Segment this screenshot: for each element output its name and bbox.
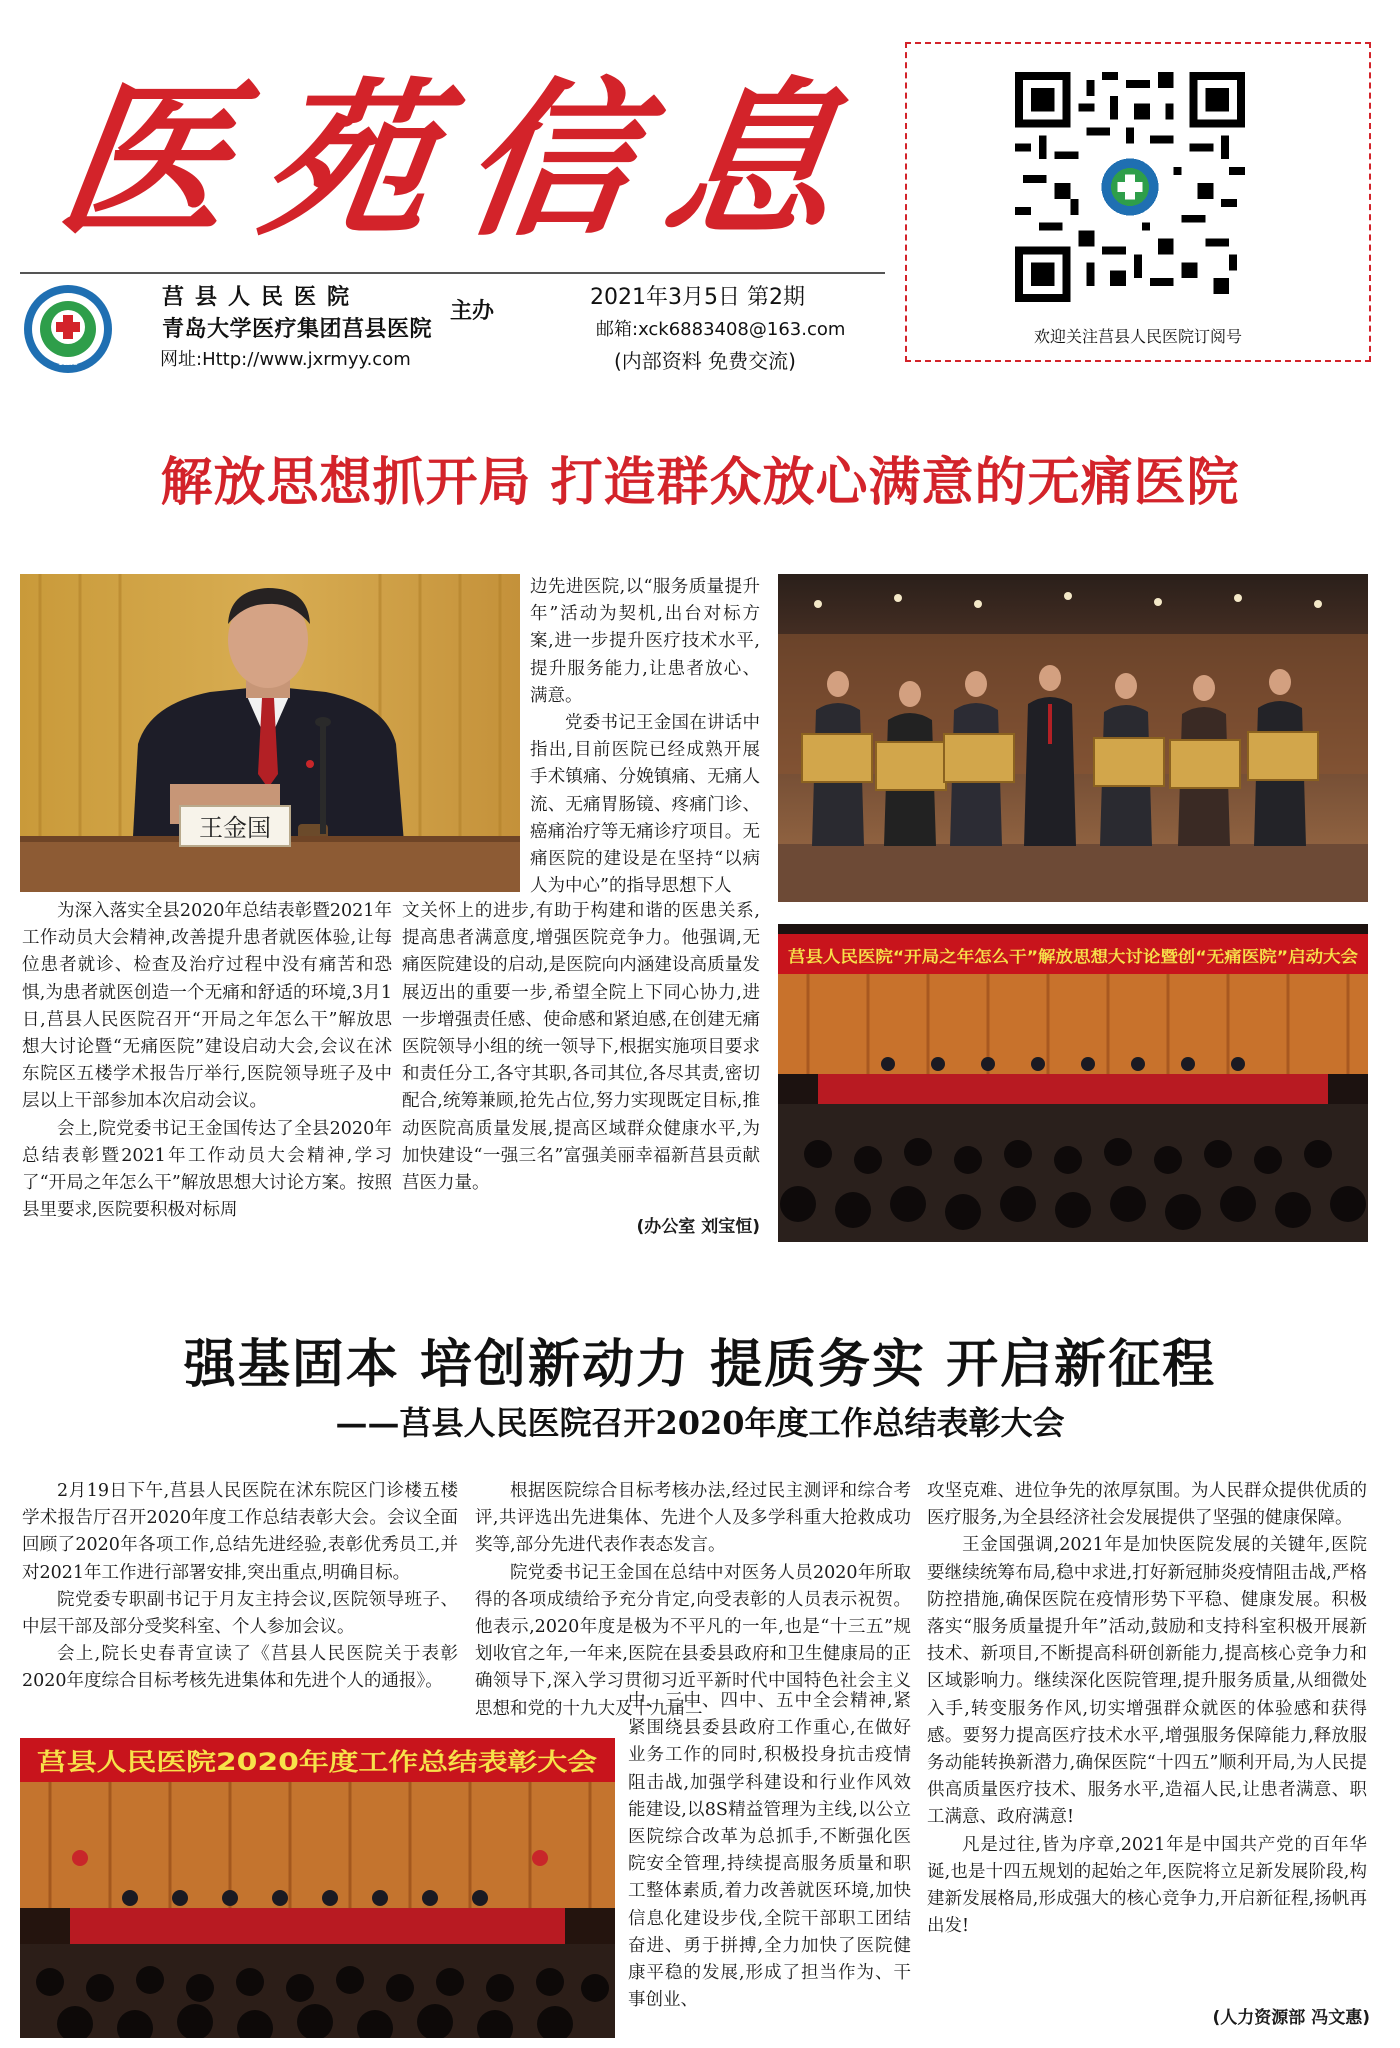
article2-column-2-top: [475, 1478, 911, 1723]
article1-column-right: [530, 574, 760, 900]
qr-panel: [905, 42, 1371, 362]
paragraph: 王金国强调,2021年是加快医院发展的关键年,医院要继续统筹布局,稳中求进,打好新冠肺炎疫情阻击战,严格防控措施,确保医院在疫情形势下平稳、健康发展。积极落实“服务质量提升年”活动,鼓励和支持科室积极开展新技术、新项目,不断提高科研创新能力,提高核心竞争力和区域影响力。继续深化医院管理,提升服务质量,从细微处入手,转变服务作风,切实增强群众就医的体验感和获得感。要努力提高医疗技术水平,增强服务保障能力,释放服务动能转换新潜力,确保医院“十四五”顺利开局,为人民提供高质量医疗技术、服务水平,造福人民,让患者满意、职工满意、政府满意!: [927, 1535, 1367, 1828]
article2-column-1: [22, 1478, 458, 1696]
photo-launch-meeting: [778, 924, 1368, 1242]
article2-column-3: [927, 1478, 1367, 1940]
paragraph: 中、三中、四中、五中全会精神,紧紧围绕县委县政府工作重心,在做好业务工作的同时,积极投身抗击疫情阻击战,加强学科建设和行业作风效能建设,以8S精益管理为主线,以公立医院综合改革为总抓手,不断强化医院安全管理,持续提高服务质量和职工整体素质,着力改善就医环境,加快信息化建设步伐,全院干部职工团结奋进、勇于拼搏,全力加快了医院健康平稳的发展,形成了担当作为、干事创业、: [628, 1691, 911, 2011]
paragraph: 会上,院长史春青宣读了《莒县人民医院关于表彰2020年度综合目标考核先进集体和先进个人的通报》。: [22, 1644, 458, 1692]
article1-headline: 解放思想抓开局 打造群众放心满意的无痛医院: [160, 453, 1240, 513]
paragraph: 院党委专职副书记于月友主持会议,医院领导班子、中层干部及部分受奖科室、个人参加会议。: [22, 1589, 458, 1638]
paragraph: 攻坚克难、进位争先的浓厚氛围。为人民群众提供优质的医疗服务,为全县经济社会发展提供了坚强的健康保障。: [927, 1481, 1367, 1529]
paragraph: 2月19日下午,莒县人民医院在沭东院区门诊楼五楼学术报告厅召开2020年度工作总结表彰大会。会议全面回顾了2020年各项工作,总结先进经验,表彰优秀员工,并对2021年工作进行部署安排,突出重点,明确目标。: [22, 1481, 458, 1583]
website-link[interactable]: 网址:Http://www.jxrmyy.com: [160, 349, 411, 370]
issue-date: 2021年3月5日 第2期: [590, 285, 805, 310]
hospital-logo-icon: [22, 283, 114, 375]
article2-subheadline: ——莒县人民医院召开2020年度工作总结表彰大会: [335, 1404, 1065, 1442]
organizer-name-1: 莒县人民医院: [162, 285, 361, 310]
photo-award-ceremony: [778, 574, 1368, 902]
paragraph: 党委书记王金国在讲话中指出,目前医院已经成熟开展手术镇痛、分娩镇痛、无痛人流、无痛胃肠镜、疼痛门诊、癌痛治疗等无痛诊疗项目。无痛医院的建设是在坚持“以病人为中心”的指导思想下人: [530, 713, 760, 897]
logo-year: 1943: [57, 358, 79, 367]
meeting-banner: 莒县人民医院2020年度工作总结表彰大会: [37, 1748, 597, 1776]
newspaper-title: 医苑信息: [48, 61, 884, 259]
nameplate: 王金国: [199, 814, 271, 842]
paragraph: 边先进医院,以“服务质量提升年”活动为契机,出台对标方案,进一步提升医疗技术水平,提升服务能力,让患者放心、满意。: [530, 577, 760, 706]
paragraph: 为深入落实全县2020年总结表彰暨2021年工作动员大会精神,改善提升患者就医体验,让每位患者就诊、检查及治疗过程中没有痛苦和恐惧,为患者就医创造一个无痛和舒适的环境,3月1日,莒县人民医院召开“开局之年怎么干”解放思想大讨论暨“无痛医院”建设启动大会,会议在沭东院区五楼学术报告厅举行,医院领导班子及中层以上干部参加本次启动会议。: [22, 901, 392, 1112]
article2-headline: 强基固本 培创新动力 提质务实 开启新征程: [183, 1334, 1217, 1395]
qr-code-icon[interactable]: [1015, 72, 1245, 302]
article2-credit: (人力资源部 冯文惠): [1212, 2008, 1370, 2028]
paragraph: 院党委书记王金国在总结中对医务人员2020年所取得的各项成绩给予充分肯定,向受表彰的人员表示祝贺。他表示,2020年度是极为不平凡的一年,也是“十三五”规划收官之年,一年来,医院在县委县政府和卫生健康局的正确领导下,深入学习贯彻习近平新时代中国特色社会主义思想和党的十九大及十九届二: [475, 1562, 911, 1719]
paragraph: 根据医院综合目标考核办法,经过民主测评和综合考评,共评选出先进集体、先进个人及多学科重大抢救成功奖等,部分先进代表作表态发言。: [475, 1481, 911, 1556]
photo-speaker: [20, 574, 520, 892]
paragraph: 会上,院党委书记王金国传达了全县2020年总结表彰暨2021年工作动员大会精神,学习了“开局之年怎么干”解放思想大讨论方案。按照县里要求,医院要积极对标周: [22, 1118, 392, 1221]
qr-caption: 欢迎关注莒县人民医院订阅号: [1033, 327, 1242, 346]
internal-notice: (内部资料 免费交流): [614, 349, 796, 373]
email-link[interactable]: 邮箱:xck6883408@163.com: [596, 319, 846, 340]
sponsor-label: 主办: [450, 299, 495, 324]
article2-column-2-bottom: [628, 1688, 911, 2014]
organizer-name-2: 青岛大学医疗集团莒县医院: [162, 317, 433, 342]
article1-column-left: [22, 898, 392, 1224]
article1-column-middle: [402, 898, 760, 1197]
masthead-divider: [20, 272, 885, 274]
photo-summary-meeting: [20, 1738, 615, 2038]
article1-credit: (办公室 刘宝恒): [636, 1217, 760, 1237]
paragraph: 文关怀上的进步,有助于构建和谐的医患关系,提高患者满意度,增强医院竞争力。他强调,无痛医院建设的启动,是医院向内涵建设高质量发展迈出的重要一步,希望全院上下同心协力,进一步增强责任感、使命感和紧迫感,在创建无痛医院领导小组的统一领导下,根据实施项目要求和责任分工,各守其职,各司其位,各尽其责,密切配合,统筹兼顾,抢先占位,努力实现既定目标,推动医院高质量发展,提高区域群众健康水平,为加快建设“一强三名”富强美丽幸福新莒县贡献莒医力量。: [402, 901, 760, 1194]
paragraph: 凡是过往,皆为序章,2021年是中国共产党的百年华诞,也是十四五规划的起始之年,医院将立足新发展阶段,构建新发展格局,形成强大的核心竞争力,开启新征程,扬帆再出发!: [927, 1834, 1367, 1937]
meeting-banner: 莒县人民医院“开局之年怎么干”解放思想大讨论暨创“无痛医院”启动大会: [788, 947, 1358, 966]
